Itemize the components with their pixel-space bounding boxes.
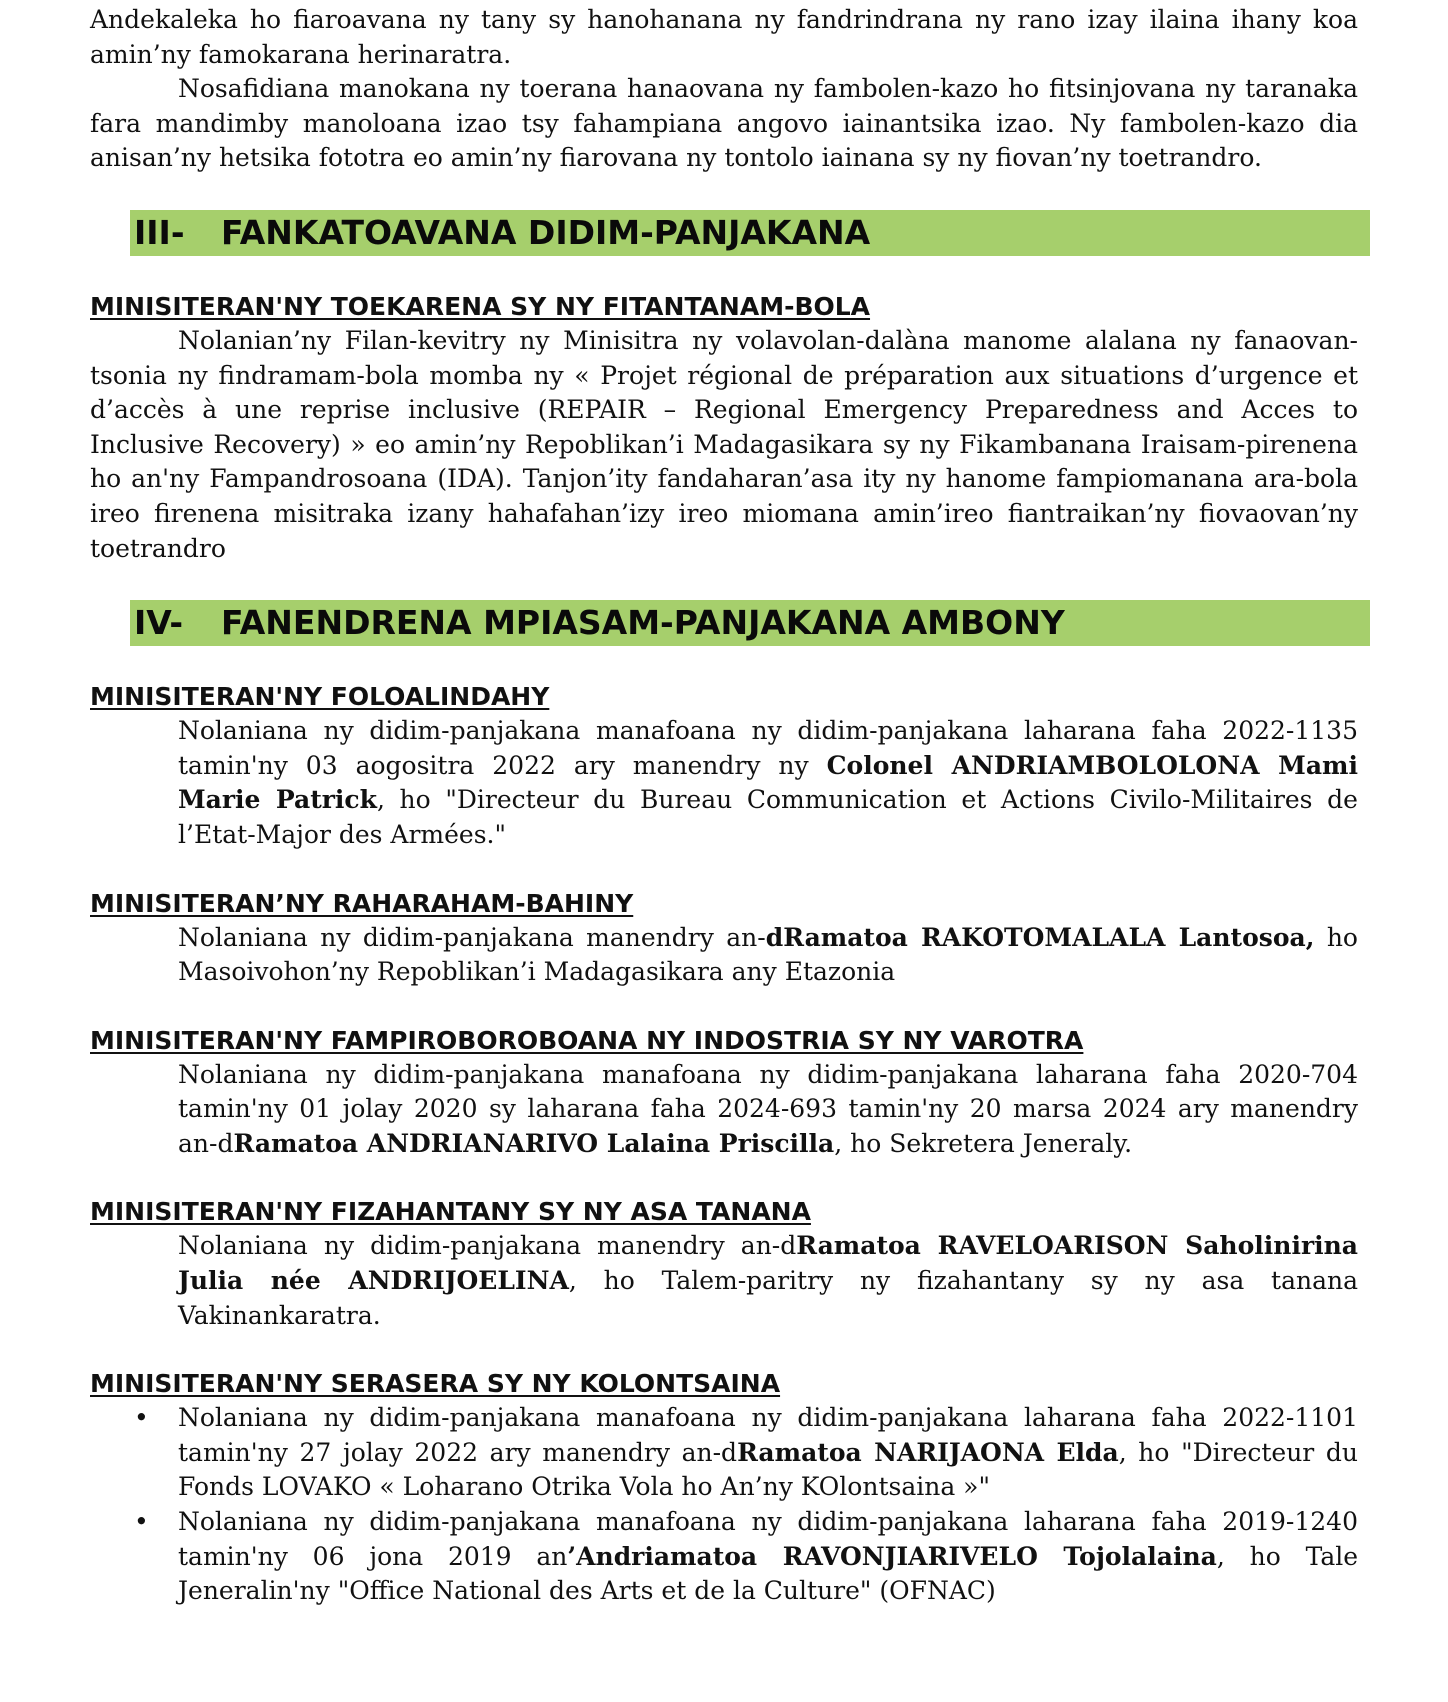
- list-item-appointee: Ramatoa NARIJAONA Elda: [737, 1437, 1119, 1467]
- ministry-heading-defense: MINISITERAN'NY FOLOALINDAHY: [90, 682, 550, 712]
- section-4-title: FANENDRENA MPIASAM-PANJAKANA AMBONY: [221, 603, 1065, 643]
- list-item: [90, 1505, 1358, 1609]
- tourism-appointee: Ramatoa RAVELOARISON Saholinirina Julia née ANDRIJOELINA: [178, 1231, 1358, 1296]
- defense-appointee: Colonel ANDRIAMBOLOLONA Mami Marie Patrick: [178, 750, 1358, 815]
- list-item-appointee: ’Andriamatoa RAVONJIARIVELO Tojolalaina: [567, 1541, 1217, 1571]
- ministry-heading-tourism: MINISITERAN'NY FIZAHANTANY SY NY ASA TANANA: [90, 1197, 811, 1227]
- communication-list: [90, 1401, 1358, 1609]
- section-4-heading: [130, 600, 1370, 646]
- foreign-affairs-appointee: dRamatoa RAKOTOMALALA Lantosoa,: [765, 922, 1315, 952]
- intro-paragraph-2: Nosafidiana manokana ny toerana hanaovana ny fambolen-kazo ho fitsinjovana ny taranaka fara mandimby manoloana izao tsy fahampiana angovo iainantsika izao. Ny fambolen-kazo dia anisan’ny hetsika fototra eo amin’ny fiarovana ny tontolo iainana sy ny fiovan’ny toetrandro.: [90, 74, 1358, 173]
- foreign-affairs-paragraph: [178, 921, 1358, 990]
- tourism-text-2: , ho Talem-paritry ny fizahantany sy ny asa tanana Vakinankaratra.: [178, 1266, 1358, 1330]
- foreign-affairs-text-1: Nolaniana ny didim-panjakana manendry an-: [178, 922, 766, 952]
- industry-appointee: Ramatoa ANDRIANARIVO Lalaina Priscilla: [233, 1128, 835, 1158]
- defense-paragraph: [178, 714, 1358, 852]
- list-item-text-1: Nolaniana ny didim-panjakana manafoana ny didim-panjakana laharana faha 2022-1101 tamin'ny 27 jolay 2022 ary manendry an-d: [178, 1403, 1358, 1467]
- intro-paragraph-1: Andekaleka ho fiaroavana ny tany sy hanohanana ny fandrindrana ny rano izay ilaina ihany koa amin’ny famokarana herinaratra.: [90, 5, 1358, 69]
- defense-text-2: , ho "Directeur du Bureau Communication et Actions Civilo-Militaires de l’Etat-Major des Armées.": [178, 785, 1358, 849]
- list-item-text-1: Nolaniana ny didim-panjakana manafoana ny didim-panjakana laharana faha 2019-1240 tamin'ny 06 jona 2019 an: [178, 1507, 1358, 1571]
- list-item-text-2: , ho Tale Jeneralin'ny "Office National des Arts et de la Culture" (OFNAC): [178, 1541, 1359, 1606]
- ministry-heading-industry: MINISITERAN'NY FAMPIROBOROBOANA NY INDOSTRIA SY NY VAROTRA: [90, 1025, 1084, 1055]
- list-item: [90, 1401, 1358, 1505]
- section-3-heading: [130, 210, 1370, 256]
- list-item-text-2: , ho "Directeur du Fonds LOVAKO « Loharano Otrika Vola ho An’ny KOlontsaina »": [178, 1437, 1359, 1502]
- section-4-number: IV-: [134, 603, 184, 643]
- foreign-affairs-text-2: ho Masoivohon’ny Repoblikan’i Madagasikara any Etazonia: [178, 922, 1358, 987]
- section-3-number: III-: [134, 212, 185, 252]
- tourism-paragraph: [178, 1229, 1358, 1333]
- defense-text-1: Nolaniana ny didim-panjakana manafoana ny didim-panjakana laharana faha 2022-1135 tamin'ny 03 aogositra 2022 ary manendry ny: [178, 716, 1358, 780]
- finance-paragraph: Nolanian’ny Filan-kevitry ny Minisitra ny volavolan-dalàna manome alalana ny fanaovan-tsonia ny findramam-bola momba ny « Projet régional de préparation aux situations d’urgence et d’accès à une reprise inclusive (REPAIR – Regional Emergency Preparedness and Acces to Inclusive Recovery) » eo amin’ny Repoblikan’i Madagasikara sy ny Fikambanana Iraisam-pirenena ho an'ny Fampandrosoana (IDA). Tanjon’ity fandaharan’asa ity ny hanome fampiomanana ara-bola ireo firenena misitraka izany hahafahan’izy ireo miomana amin’ireo fiantraikan’ny fiovaovan’ny toetrandro: [90, 325, 1358, 563]
- tourism-text-1: Nolaniana ny didim-panjakana manendry an-d: [178, 1231, 797, 1261]
- bullet-icon: •: [134, 1403, 149, 1433]
- industry-text-2: , ho Sekretera Jeneraly.: [834, 1128, 1133, 1158]
- ministry-heading-foreign-affairs: MINISITERAN’NY RAHARAHAM-BAHINY: [90, 888, 634, 918]
- section-3-title: FANKATOAVANA DIDIM-PANJAKANA: [221, 212, 871, 252]
- ministry-heading-finance: MINISITERAN'NY TOEKARENA SY NY FITANTANAM-BOLA: [90, 291, 871, 321]
- ministry-heading-communication: MINISITERAN'NY SERASERA SY NY KOLONTSAINA: [90, 1369, 781, 1399]
- bullet-icon: •: [134, 1507, 149, 1537]
- industry-text-1: Nolaniana ny didim-panjakana manafoana ny didim-panjakana laharana faha 2020-704 tamin'ny 01 jolay 2020 sy laharana faha 2024-693 tamin'ny 20 marsa 2024 ary manendry an-d: [178, 1059, 1358, 1158]
- industry-paragraph: [178, 1058, 1358, 1162]
